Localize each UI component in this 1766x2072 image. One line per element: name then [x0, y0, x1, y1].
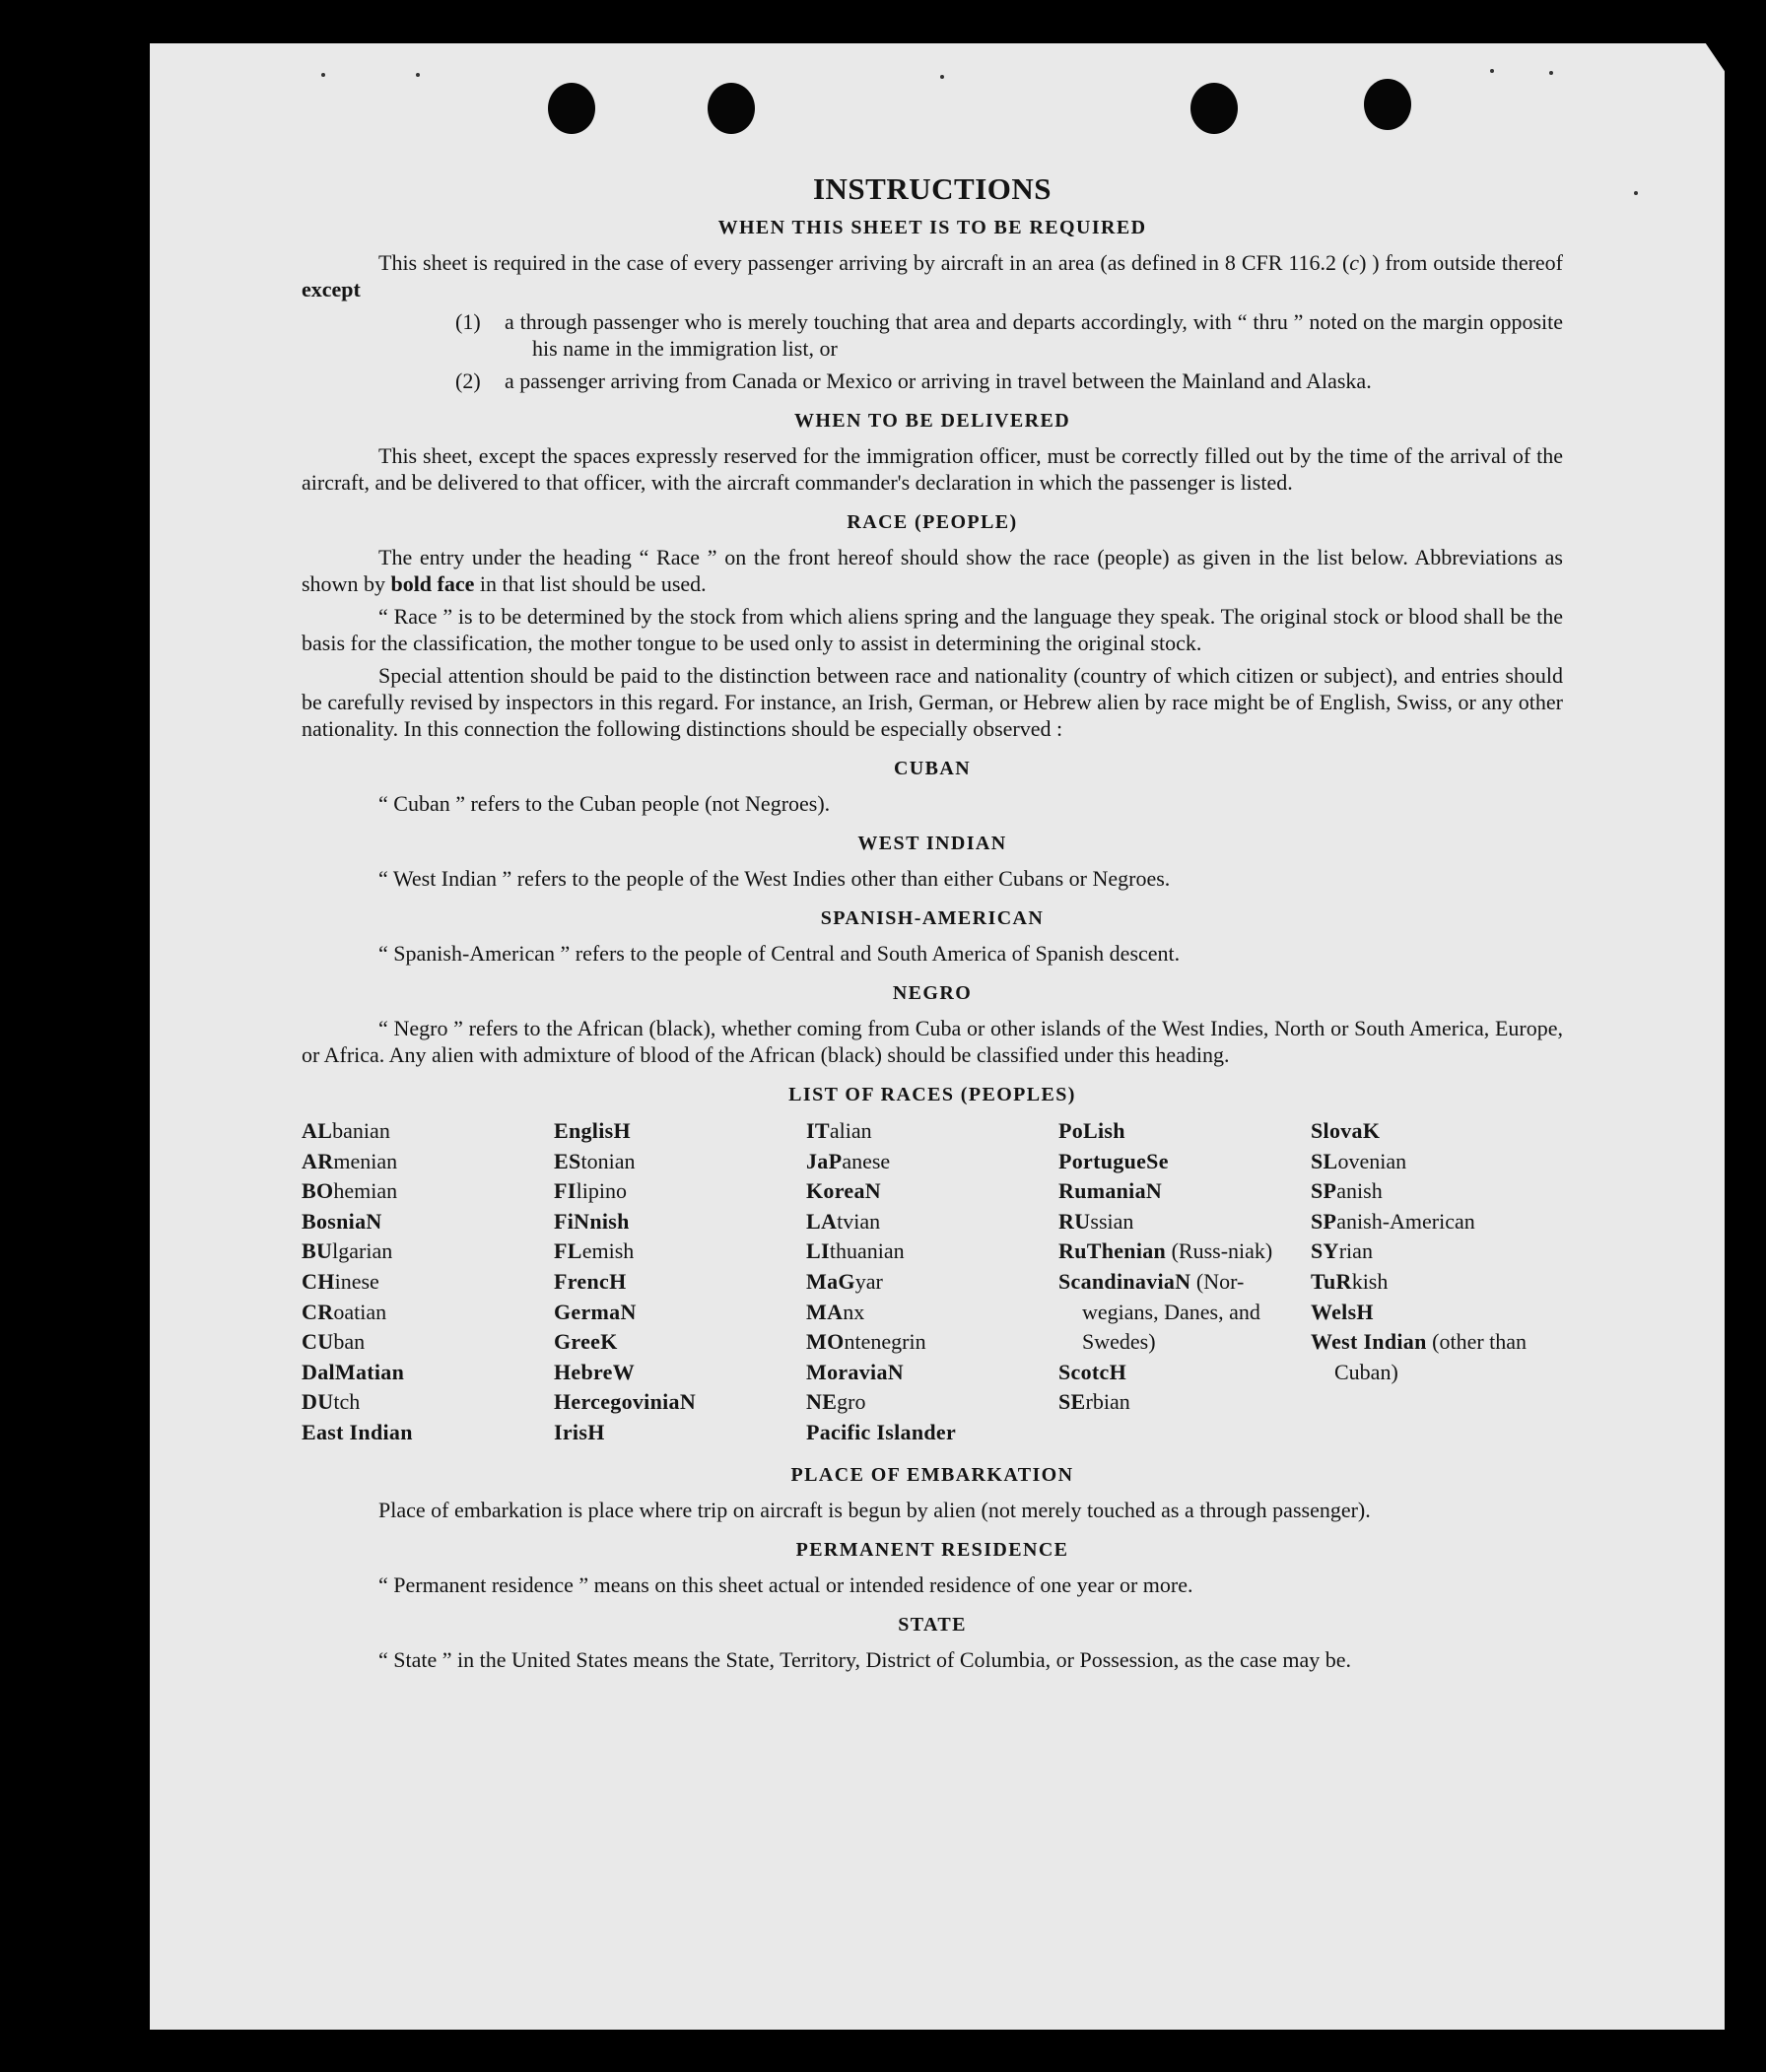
- race-entry: [554, 1298, 806, 1328]
- speck: [1549, 71, 1553, 75]
- race-entry: [302, 1298, 554, 1328]
- race-text: thuanian: [829, 1238, 905, 1264]
- west-indian-paragraph: “ West Indian ” refers to the people of the West Indies other than either Cubans or Negroes.: [378, 866, 1171, 891]
- race-abbreviation: SY: [1311, 1238, 1339, 1264]
- race-abbreviation: MaG: [806, 1268, 855, 1294]
- punch-hole: [548, 83, 595, 134]
- race-list: [302, 1116, 1563, 1448]
- page-title: INSTRUCTIONS: [812, 171, 1052, 206]
- race-abbreviation: AR: [302, 1148, 334, 1173]
- race-text: oatian: [333, 1299, 387, 1324]
- race-text: alian: [829, 1118, 872, 1143]
- race-abbreviation: FL: [554, 1238, 582, 1264]
- race-paragraph-1: The entry under the heading “ Race ” on the front hereof should show the race (people) as given in the list below. Abbreviations as shown by bold face in that list should be used.: [302, 545, 1563, 596]
- race-text: emish: [581, 1238, 635, 1264]
- race-entry: [302, 1116, 554, 1147]
- race-abbreviation: SL: [1311, 1148, 1338, 1173]
- exception-item: [455, 308, 1563, 362]
- race-entry: [302, 1267, 554, 1298]
- race-abbreviation: ScotcH: [1058, 1359, 1127, 1384]
- race-paragraph-3: Special attention should be paid to the distinction between race and nationality (country of which citizen or subject), and entries should be carefully revised by inspectors in this regard. For instance, an Irish, German, or Hebrew alien by race might be of English, Swiss, or any other nationality. In this connection the following distinctions should be especially observed :: [302, 663, 1563, 741]
- race-text: (Russ-niak): [1166, 1238, 1273, 1264]
- race-abbreviation: BosniaN: [302, 1208, 382, 1234]
- race-entry: [554, 1207, 806, 1237]
- spanish-american-paragraph: “ Spanish-American ” refers to the people of Central and South America of Spanish descent.: [378, 941, 1181, 966]
- race-text: (Nor-wegians, Danes, and Swedes): [1082, 1268, 1260, 1355]
- race-abbreviation: LI: [806, 1238, 830, 1264]
- heading-embarkation: PLACE OF EMBARKATION: [790, 1463, 1074, 1486]
- race-entry: [1058, 1116, 1311, 1147]
- race-entry: [1058, 1147, 1311, 1177]
- race-text: (other than Cuban): [1334, 1329, 1528, 1384]
- exception-number: (1): [455, 309, 481, 334]
- race-abbreviation: FrencH: [554, 1268, 627, 1294]
- race-entry: [554, 1267, 806, 1298]
- residence-paragraph: “ Permanent residence ” means on this sheet actual or intended residence of one year or more.: [378, 1571, 1193, 1597]
- race-abbreviation: AL: [302, 1118, 333, 1143]
- race-abbreviation: IT: [806, 1118, 830, 1143]
- race-text: kish: [1351, 1268, 1389, 1294]
- required-paragraph: This sheet is required in the case of every passenger arriving by aircraft in an area (as defined in 8 CFR 116.2 (c) ) from outside thereof except: [302, 250, 1564, 301]
- punch-hole: [1190, 83, 1238, 134]
- race-abbreviation: BU: [302, 1238, 333, 1264]
- race-text: ssian: [1090, 1208, 1134, 1234]
- race-abbreviation: HebreW: [554, 1359, 636, 1384]
- heading-west-indian: WEST INDIAN: [857, 833, 1007, 854]
- race-abbreviation: FiNnish: [554, 1208, 630, 1234]
- race-text: menian: [333, 1148, 398, 1173]
- race-column: [554, 1116, 806, 1448]
- race-abbreviation: RuThenian: [1058, 1238, 1167, 1264]
- race-entry: [1058, 1176, 1311, 1207]
- race-abbreviation: KoreaN: [806, 1178, 881, 1204]
- race-abbreviation: LA: [806, 1208, 838, 1234]
- race-text: banian: [332, 1118, 390, 1143]
- race-entry: [1058, 1358, 1311, 1388]
- race-abbreviation: SE: [1058, 1389, 1086, 1415]
- race-text: anese: [842, 1148, 891, 1173]
- heading-delivered: WHEN TO BE DELIVERED: [793, 410, 1071, 432]
- race-entry: [302, 1237, 554, 1267]
- race-entry: [806, 1237, 1058, 1267]
- race-text: lipino: [576, 1178, 627, 1204]
- race-abbreviation: EnglisH: [554, 1118, 631, 1143]
- speck: [1634, 191, 1638, 195]
- race-entry: [806, 1418, 1058, 1448]
- race-text: yar: [854, 1268, 883, 1294]
- race-text: anish: [1336, 1178, 1383, 1204]
- race-abbreviation: HercegoviniaN: [554, 1389, 697, 1415]
- race-entry: [806, 1176, 1058, 1207]
- race-abbreviation: PoLish: [1058, 1118, 1125, 1143]
- race-abbreviation: SlovaK: [1311, 1118, 1381, 1143]
- race-entry: [806, 1327, 1058, 1358]
- embarkation-paragraph: Place of embarkation is place where trip on aircraft is begun by alien (not merely touched as a through passenger).: [378, 1497, 1371, 1522]
- race-abbreviation: West Indian: [1311, 1329, 1427, 1355]
- race-abbreviation: RU: [1058, 1208, 1091, 1234]
- heading-state: STATE: [898, 1613, 967, 1636]
- race-entry: [1311, 1327, 1563, 1387]
- race-abbreviation: BO: [302, 1178, 334, 1204]
- race-text: tonian: [580, 1148, 636, 1173]
- race-column: [1058, 1116, 1311, 1448]
- race-abbreviation: DU: [302, 1389, 334, 1415]
- race-column: [806, 1116, 1058, 1448]
- race-entry: [1311, 1298, 1563, 1328]
- exception-text: a passenger arriving from Canada or Mexico or arriving in travel between the Mainland and Alaska.: [505, 368, 1372, 393]
- race-abbreviation: ScandinaviaN: [1058, 1268, 1191, 1294]
- race-entry: [1311, 1116, 1563, 1147]
- race-entry: [1058, 1207, 1311, 1237]
- race-entry: [302, 1327, 554, 1358]
- delivered-paragraph: This sheet, except the spaces expressly reserved for the immigration officer, must be correctly filled out by the time of the arrival of the aircraft, and be delivered to that officer, with the aircraft commander's declaration in which the passenger is listed.: [302, 443, 1563, 495]
- race-entry: [806, 1267, 1058, 1298]
- race-abbreviation: MA: [806, 1299, 844, 1324]
- race-entry: [1311, 1147, 1563, 1177]
- exception-text: a through passenger who is merely touching that area and departs accordingly, with “ thru ” noted on the margin opposite his name in the immigration list, or: [505, 309, 1563, 361]
- race-abbreviation: SP: [1311, 1178, 1337, 1204]
- race-entry: [554, 1176, 806, 1207]
- race-entry: [806, 1358, 1058, 1388]
- race-entry: [1058, 1267, 1311, 1358]
- race-entry: [806, 1207, 1058, 1237]
- race-abbreviation: CH: [302, 1268, 335, 1294]
- race-text: tch: [333, 1389, 361, 1415]
- speck: [416, 73, 420, 77]
- race-abbreviation: MoraviaN: [806, 1359, 904, 1384]
- race-abbreviation: GreeK: [554, 1329, 618, 1355]
- race-entry: [554, 1147, 806, 1177]
- race-text: inese: [334, 1268, 379, 1294]
- race-abbreviation: FI: [554, 1178, 577, 1204]
- race-abbreviation: TuR: [1311, 1268, 1352, 1294]
- speck: [1490, 69, 1494, 73]
- race-text: nx: [843, 1299, 865, 1324]
- punch-hole: [708, 83, 755, 134]
- race-column: [302, 1116, 554, 1448]
- race-text: hemian: [333, 1178, 398, 1204]
- heading-negro: NEGRO: [892, 982, 973, 1004]
- speck: [321, 73, 325, 77]
- negro-paragraph: “ Negro ” refers to the African (black), whether coming from Cuba or other islands of the West Indies, North or South America, Europe, or Africa. Any alien with admixture of blood of the African (black) should be classified under this heading.: [302, 1016, 1563, 1067]
- race-entry: [806, 1298, 1058, 1328]
- race-entry: [554, 1358, 806, 1388]
- race-text: rian: [1338, 1238, 1373, 1264]
- race-entry: [554, 1418, 806, 1448]
- race-entry: [1058, 1237, 1311, 1267]
- race-entry: [302, 1358, 554, 1388]
- race-entry: [554, 1387, 806, 1418]
- exception-number: (2): [455, 368, 481, 393]
- exception-item: [455, 368, 1563, 394]
- heading-residence: PERMANENT RESIDENCE: [795, 1538, 1069, 1561]
- race-paragraph-2: “ Race ” is to be determined by the stock from which aliens spring and the language they speak. The original stock or blood shall be the basis for the classification, the mother tongue to be used only to assist in determining the original stock.: [302, 604, 1563, 655]
- race-abbreviation: MO: [806, 1329, 845, 1355]
- state-paragraph: “ State ” in the United States means the State, Territory, District of Columbia, or Possession, as the case may be.: [378, 1646, 1352, 1672]
- race-abbreviation: WelsH: [1311, 1299, 1374, 1324]
- race-text: tvian: [837, 1208, 881, 1234]
- race-text: gro: [837, 1389, 866, 1415]
- race-entry: [1311, 1267, 1563, 1298]
- race-text: ban: [333, 1329, 366, 1355]
- race-abbreviation: CU: [302, 1329, 334, 1355]
- punch-hole: [1364, 79, 1411, 130]
- race-entry: [554, 1327, 806, 1358]
- race-entry: [1311, 1207, 1563, 1237]
- heading-list-of-races: LIST OF RACES (PEOPLES): [788, 1084, 1076, 1105]
- race-abbreviation: Pacific Islander: [806, 1419, 957, 1444]
- race-abbreviation: CR: [302, 1299, 334, 1324]
- race-abbreviation: ES: [554, 1148, 581, 1173]
- race-text: ovenian: [1337, 1148, 1407, 1173]
- race-abbreviation: JaP: [806, 1148, 843, 1173]
- race-entry: [302, 1176, 554, 1207]
- heading-required: WHEN THIS SHEET IS TO BE REQUIRED: [717, 217, 1147, 238]
- race-entry: [302, 1387, 554, 1418]
- instructions-content: [302, 167, 1563, 1679]
- race-abbreviation: DalMatian: [302, 1359, 405, 1384]
- race-entry: [302, 1207, 554, 1237]
- race-text: ntenegrin: [844, 1329, 926, 1355]
- race-entry: [1058, 1387, 1311, 1418]
- race-abbreviation: GermaN: [554, 1299, 637, 1324]
- heading-race: RACE (PEOPLE): [847, 511, 1018, 533]
- race-abbreviation: PortugueSe: [1058, 1148, 1169, 1173]
- race-text: lgarian: [332, 1238, 393, 1264]
- race-entry: [1311, 1237, 1563, 1267]
- heading-spanish-american: SPANISH-AMERICAN: [820, 907, 1045, 929]
- race-text: anish-American: [1336, 1208, 1475, 1234]
- race-entry: [302, 1418, 554, 1448]
- race-entry: [806, 1116, 1058, 1147]
- race-text: rbian: [1085, 1389, 1130, 1415]
- race-entry: [554, 1237, 806, 1267]
- race-abbreviation: NE: [806, 1389, 838, 1415]
- race-entry: [302, 1147, 554, 1177]
- race-column: [1311, 1116, 1563, 1448]
- race-entry: [806, 1147, 1058, 1177]
- cuban-paragraph: “ Cuban ” refers to the Cuban people (not Negroes).: [378, 791, 831, 816]
- speck: [940, 75, 944, 79]
- heading-cuban: CUBAN: [893, 758, 972, 779]
- race-entry: [806, 1387, 1058, 1418]
- race-abbreviation: East Indian: [302, 1419, 413, 1444]
- race-entry: [1311, 1176, 1563, 1207]
- race-abbreviation: IrisH: [554, 1419, 605, 1444]
- race-abbreviation: SP: [1311, 1208, 1337, 1234]
- race-entry: [554, 1116, 806, 1147]
- race-abbreviation: RumaniaN: [1058, 1178, 1163, 1204]
